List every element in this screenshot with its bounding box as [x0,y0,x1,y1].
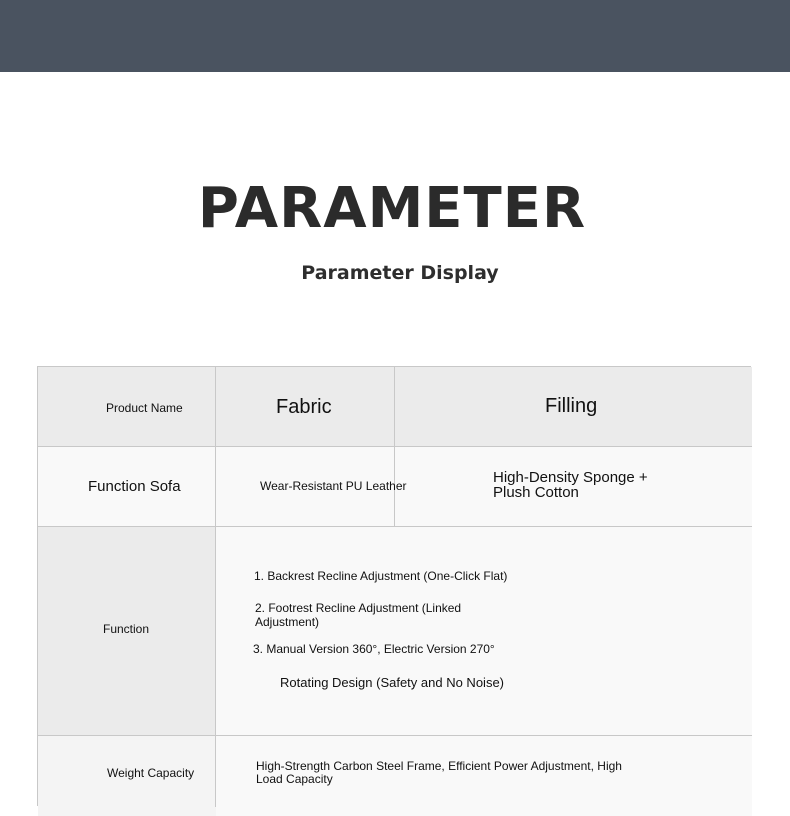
page-subtitle: Parameter Display [301,262,499,284]
function-item: 2. Footrest Recline Adjustment (Linked Adjustment) [255,601,462,629]
top-banner [0,0,790,72]
function-item: Rotating Design (Safety and No Noise) [280,675,505,690]
fabric-value: Wear-Resistant PU Leather [260,479,407,493]
page-title: PARAMETER [197,176,587,241]
product-value: Function Sofa [88,478,181,495]
function-label: Function [103,622,150,636]
parameter-table [37,366,751,806]
weight-value: High-Strength Carbon Steel Frame, Efficient Power Adjustment, High Load Capacity [256,759,622,786]
header-filling: Filling [545,395,598,417]
cell-function-body [216,527,752,736]
weight-label: Weight Capacity [107,766,195,780]
divider [215,367,216,807]
function-item: 1. Backrest Recline Adjustment (One-Click Flat) [254,569,508,583]
header-fabric: Fabric [276,396,332,418]
divider [38,526,752,527]
filling-value: High-Density Sponge + Plush Cotton [493,469,648,501]
function-item: 3. Manual Version 360°, Electric Version 270° [253,642,495,656]
header-product-name: Product Name [106,401,183,415]
divider [38,446,752,447]
divider [38,735,752,736]
